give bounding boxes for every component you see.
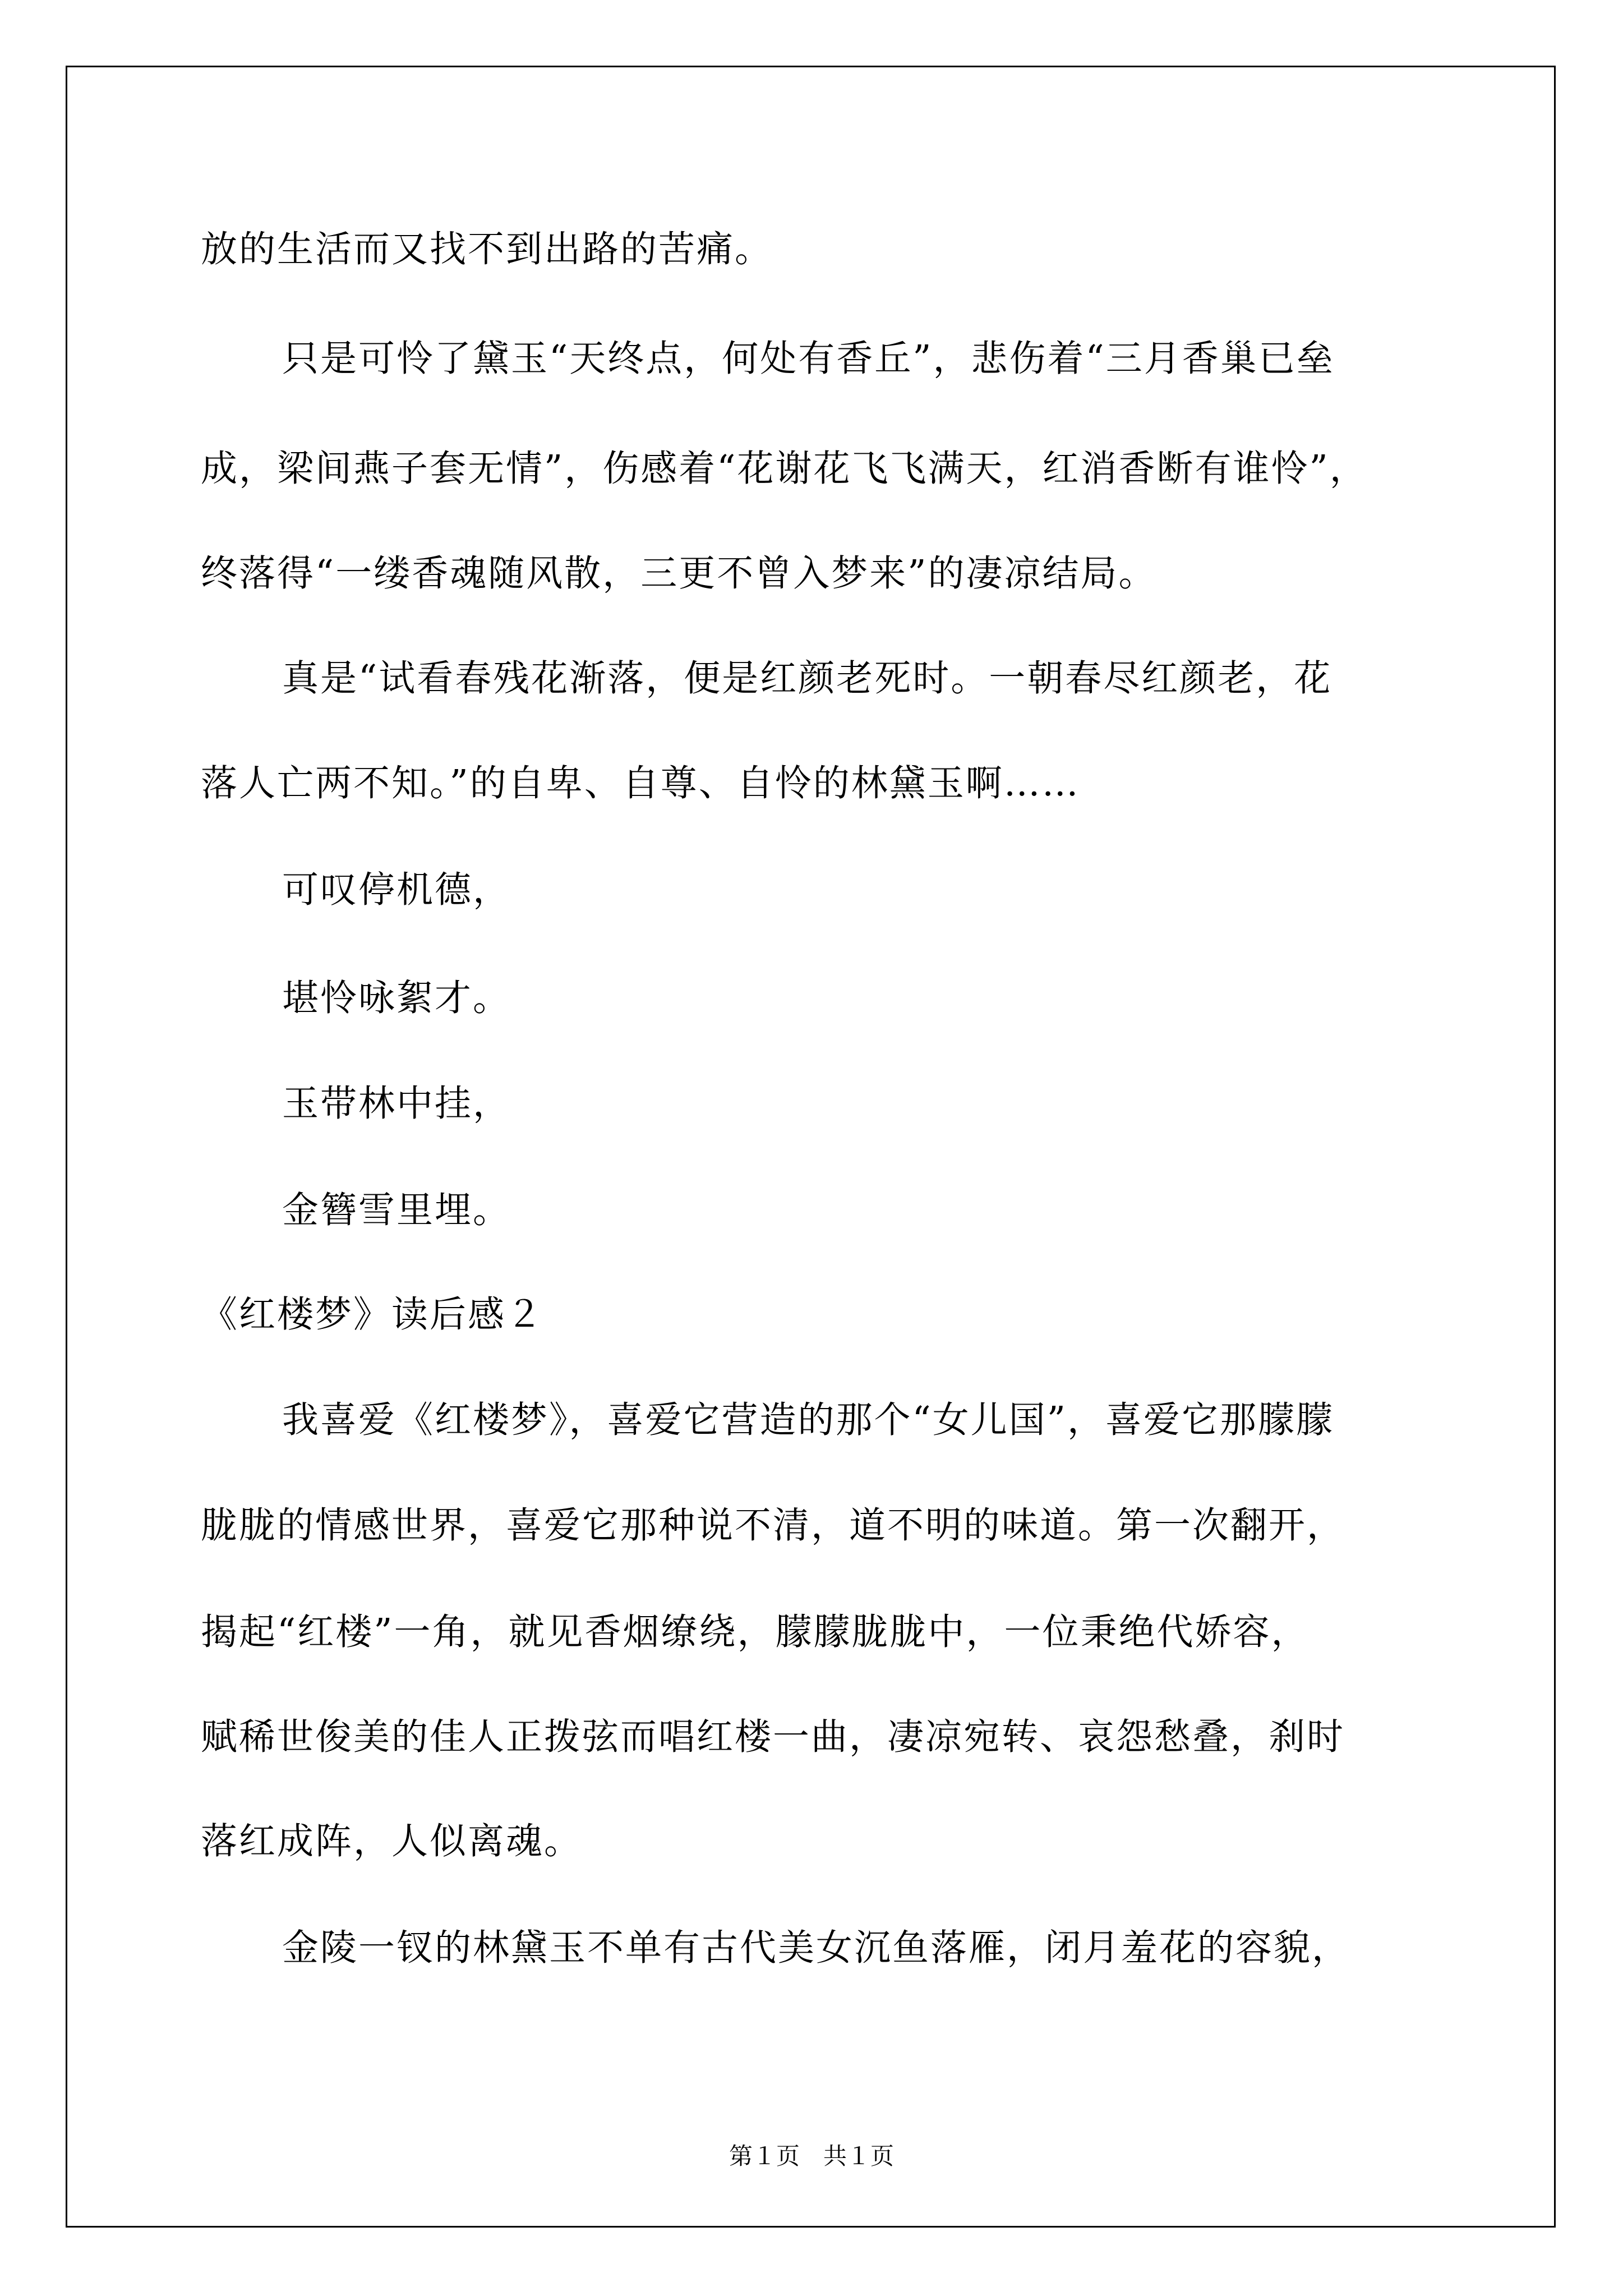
paragraph-line: 放的生活而又找不到出路的苦痛。 — [201, 228, 773, 270]
section-heading: 《红楼梦》读后感２ — [201, 1294, 545, 1336]
paragraph-line: 揭起“红楼”一角，就见香烟缭绕，朦朦胧胧中，一位秉绝代娇容， — [201, 1611, 1310, 1653]
poem-line: 堪怜咏絮才。 — [282, 977, 511, 1019]
paragraph-line: 终落得“一缕香魂随风散，三更不曾入梦来”的凄凉结局。 — [201, 553, 1157, 595]
paragraph-line: 落红成阵，人似离魂。 — [201, 1820, 583, 1862]
poem-line: 玉带林中挂， — [282, 1083, 511, 1125]
paragraph-line: 成，梁间燕子套无情”，伤感着“花谢花飞飞满天，红消香断有谁怜”， — [201, 448, 1368, 490]
paragraph-line: 金陵一钗的林黛玉不单有古代美女沉鱼落雁，闭月羞花的容貌， — [282, 1927, 1350, 1969]
paragraph-line: 落人亡两不知。”的自卑、自尊、自怜的林黛玉啊…… — [201, 762, 1080, 804]
page-border — [66, 66, 1556, 2228]
paragraph-line: 胧胧的情感世界，喜爱它那种说不清，道不明的味道。第一次翻开， — [201, 1504, 1345, 1547]
paragraph-line: 只是可怜了黛玉“天终点，何处有香丘”，悲伤着“三月香巢已垒 — [282, 338, 1335, 380]
poem-line: 可叹停机德， — [282, 869, 511, 911]
paragraph-line: 赋稀世俊美的佳人正拨弦而唱红楼一曲，凄凉宛转、哀怨愁叠，刹时 — [201, 1716, 1345, 1758]
paragraph-line: 真是“试看春残花渐落，便是红颜老死时。一朝春尽红颜老，花 — [282, 657, 1332, 700]
page-footer: 第１页 共１页 — [728, 2142, 894, 2170]
poem-line: 金簪雪里埋。 — [282, 1189, 511, 1231]
paragraph-line: 我喜爱《红楼梦》，喜爱它营造的那个“女儿国”，喜爱它那朦朦 — [282, 1399, 1334, 1441]
